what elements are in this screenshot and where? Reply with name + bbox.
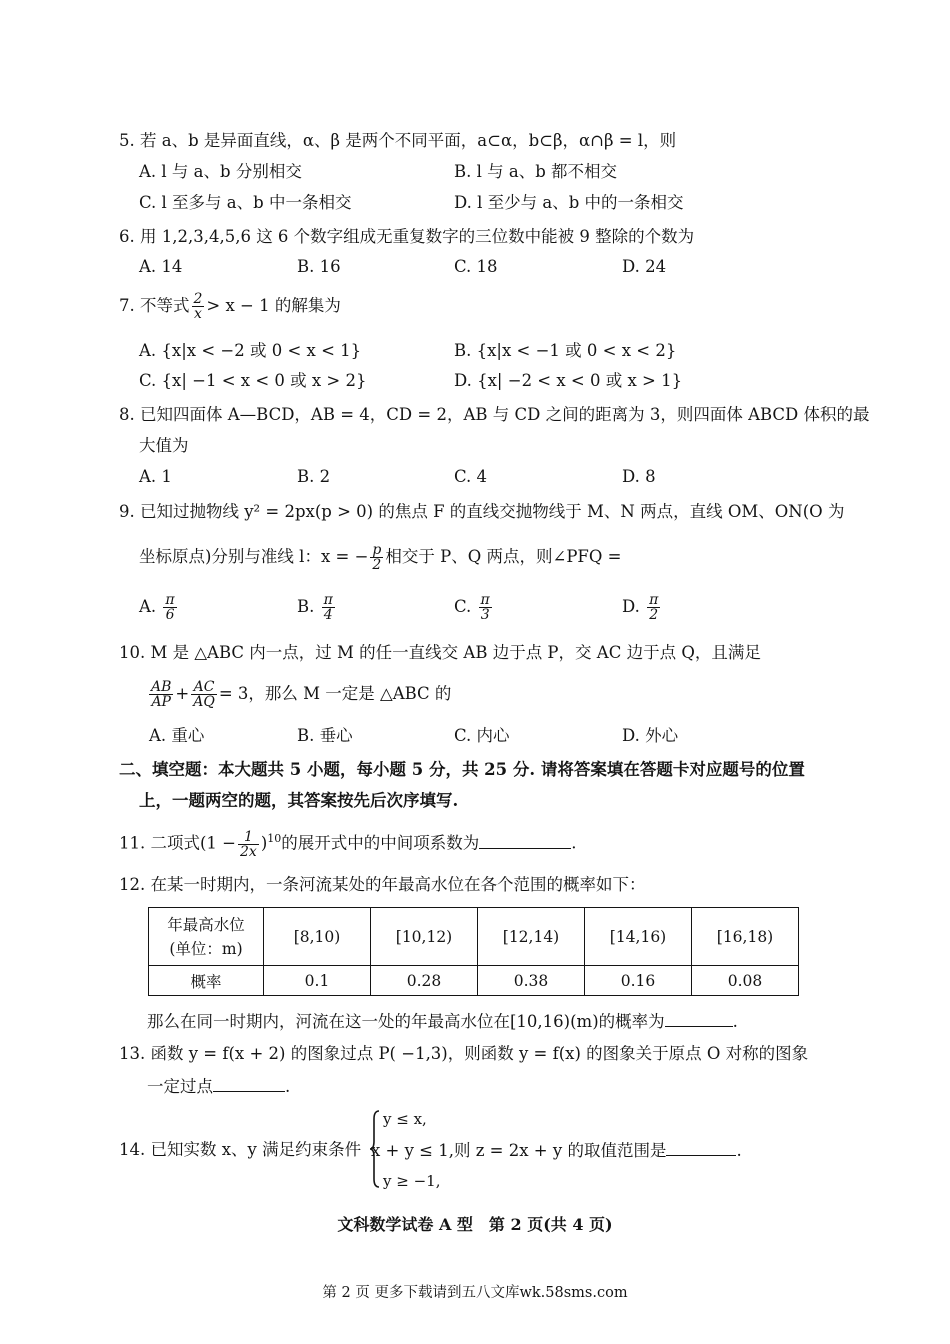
q10-fraction-1 [149, 680, 173, 709]
q12-answer-blank[interactable] [665, 1008, 733, 1027]
q14-end: . [736, 1141, 742, 1160]
q9-d-fraction [647, 593, 660, 622]
q9-frac-den: 2 [372, 557, 382, 573]
table-cell: 0.1 [264, 966, 371, 996]
header-line-1: 年最高水位 [167, 915, 245, 934]
question-9-line1: 9. 已知过抛物线 y² = 2px(p > 0) 的焦点 F 的直线交抛物线于 M、N 两点，直线 OM、ON(O 为 [119, 502, 845, 521]
q6-option-a: A. 14 [139, 257, 183, 276]
table-header-cell [149, 908, 264, 966]
q10-f1-den: AP [151, 694, 171, 710]
section-2-heading-line1: 二、填空题：本大题共 5 小题，每小题 5 分，共 25 分. 请将答案填在答题卡对应题号的位置 [119, 760, 805, 779]
q14-pre: 14. 已知实数 x、y 满足约束条件 [119, 1140, 362, 1159]
q9-a-num: π [165, 592, 175, 608]
table-cell: [8,10) [264, 908, 371, 966]
q9-option-c [454, 593, 494, 622]
q14-middle-line [371, 1137, 742, 1164]
q12-after-text: 那么在同一时期内，河流在这一处的年最高水位在[10,16)(m)的概率为 [147, 1012, 665, 1031]
q5-option-b: B. l 与 a、b 都不相交 [454, 162, 618, 181]
q9-frac-num: p [372, 542, 382, 558]
table-cell: 0.38 [478, 966, 585, 996]
q11-exponent: 10 [267, 832, 282, 845]
question-5-stem: 5. 若 a、b 是异面直线，α、β 是两个不同平面，a⊂α，b⊂β，α∩β = l，则 [119, 131, 677, 150]
q7-stem-post: > x − 1 的解集为 [206, 296, 341, 315]
section-2-heading-line2: 上，一题两空的题，其答案按先后次序填写. [139, 791, 459, 810]
q7-fraction [192, 292, 205, 321]
q7-stem-pre: 7. 不等式 [119, 296, 190, 315]
q11-fraction [238, 830, 259, 859]
q10-option-d: D. 外心 [622, 726, 679, 745]
q10-f1-num: AB [151, 679, 172, 695]
q9-option-d [622, 593, 662, 622]
table-cell: 0.16 [585, 966, 692, 996]
table-row [149, 908, 799, 966]
q14-constraint-1: y ≤ x, [383, 1110, 427, 1128]
q9-a-label: A. [139, 597, 157, 616]
q8-option-b: B. 2 [297, 467, 331, 486]
q14-constraint-3: y ≥ −1, [383, 1172, 441, 1190]
q11-tail: 的展开式中的中间项系数为 [281, 833, 480, 853]
question-9-line2 [139, 543, 621, 572]
q9-c-label: C. [454, 597, 472, 616]
header-line-2: (单位：m) [169, 939, 243, 958]
question-8-line2: 大值为 [139, 436, 189, 455]
question-13-line1: 13. 函数 y = f(x + 2) 的图象过点 P( −1,3)，则函数 y = f(x) 的图象关于原点 O 对称的图象 [119, 1044, 809, 1063]
table-cell: [14,16) [585, 908, 692, 966]
q9-b-num: π [323, 592, 333, 608]
q9-line2-post: 相交于 P、Q 两点，则∠PFQ = [385, 547, 622, 566]
q13-end: . [285, 1077, 291, 1096]
q9-a-den: 6 [165, 607, 175, 623]
q12-end: . [732, 1012, 738, 1031]
q9-d-den: 2 [649, 607, 659, 623]
q13-answer-blank[interactable] [213, 1073, 285, 1092]
q9-b-den: 4 [323, 607, 333, 623]
q8-option-a: A. 1 [139, 467, 172, 486]
probability-table [148, 907, 799, 996]
q10-option-a: A. 重心 [149, 726, 205, 745]
q7-option-c: C. {x| −1 < x < 0 或 x > 2} [139, 371, 367, 390]
q11-answer-blank[interactable] [479, 830, 571, 849]
table-row [149, 966, 799, 996]
question-11 [119, 826, 577, 859]
question-7-stem [119, 292, 341, 321]
q6-option-d: D. 24 [622, 257, 667, 276]
q10-fraction-2 [191, 680, 217, 709]
page-footer: 文科数学试卷 A 型 第 2 页(共 4 页) [337, 1215, 613, 1234]
question-10-line2 [147, 680, 451, 709]
q14-answer-blank[interactable] [666, 1137, 736, 1156]
q6-option-b: B. 16 [297, 257, 341, 276]
q6-option-c: C. 18 [454, 257, 498, 276]
question-10-line1: 10. M 是 △ABC 内一点，过 M 的任一直线交 AB 边于点 P，交 AC 边于点 Q，且满足 [119, 643, 761, 662]
table-cell: [12,14) [478, 908, 585, 966]
table-cell: 0.08 [692, 966, 799, 996]
q5-option-c: C. l 至多与 a、b 中一条相交 [139, 193, 352, 212]
q7-frac-num: 2 [193, 291, 203, 307]
q8-option-d: D. 8 [622, 467, 656, 486]
q7-option-a: A. {x|x < −2 或 0 < x < 1} [139, 341, 362, 360]
q10-option-c: C. 内心 [454, 726, 510, 745]
q9-b-fraction [322, 593, 335, 622]
q9-c-num: π [480, 592, 490, 608]
q9-d-label: D. [622, 597, 640, 616]
download-watermark: 第 2 页 更多下载请到五八文库wk.58sms.com [322, 1285, 628, 1301]
q9-a-fraction [163, 593, 176, 622]
q11-end: . [571, 833, 577, 853]
q5-option-d: D. l 至少与 a、b 中的一条相交 [454, 193, 684, 212]
q9-b-label: B. [297, 597, 315, 616]
q10-option-b: B. 垂心 [297, 726, 353, 745]
q10-f2-num: AC [191, 680, 217, 695]
q9-fraction [370, 543, 383, 572]
q11-num: 1 [238, 830, 259, 845]
table-cell: [16,18) [692, 908, 799, 966]
q14-constraint-2: x + y ≤ 1, [371, 1141, 454, 1160]
q8-option-c: C. 4 [454, 467, 488, 486]
table-cell: [10,12) [371, 908, 478, 966]
q9-option-b [297, 593, 337, 622]
q5-option-a: A. l 与 a、b 分别相交 [139, 162, 302, 181]
question-12-after [147, 1008, 738, 1035]
table-cell: 0.28 [371, 966, 478, 996]
q7-option-d: D. {x| −2 < x < 0 或 x > 1} [454, 371, 683, 390]
question-8-line1: 8. 已知四面体 A—BCD，AB = 4，CD = 2，AB 与 CD 之间的距离为 3，则四面体 ABCD 体积的最 [119, 405, 870, 424]
q10-f2-den: AQ [193, 694, 215, 710]
q11-pre: 11. 二项式(1 − [119, 833, 236, 853]
q13-line2-text: 一定过点 [147, 1077, 213, 1096]
q10-plus: + [175, 684, 190, 703]
question-12-stem: 12. 在某一时期内，一条河流某处的年最高水位在各个范围的概率如下： [119, 875, 646, 894]
q9-line2-pre: 坐标原点)分别与准线 l：x = − [139, 547, 369, 566]
q7-frac-den: x [194, 306, 202, 322]
question-13-line2 [147, 1073, 290, 1100]
q9-d-num: π [649, 592, 659, 608]
q9-c-den: 3 [480, 607, 490, 623]
q11-den: 2x [240, 843, 257, 860]
q9-option-a [139, 593, 179, 622]
q9-c-fraction [479, 593, 492, 622]
q11-post: ) [260, 833, 268, 853]
question-14 [119, 1137, 361, 1163]
q7-option-b: B. {x|x < −1 或 0 < x < 2} [454, 341, 677, 360]
q10-line2-post: = 3，那么 M 一定是 △ABC 的 [218, 684, 452, 703]
q14-post: 则 z = 2x + y 的取值范围是 [454, 1141, 667, 1160]
table-row-label: 概率 [149, 966, 264, 996]
question-6-stem: 6. 用 1,2,3,4,5,6 这 6 个数字组成无重复数字的三位数中能被 9 整除的个数为 [119, 227, 695, 246]
